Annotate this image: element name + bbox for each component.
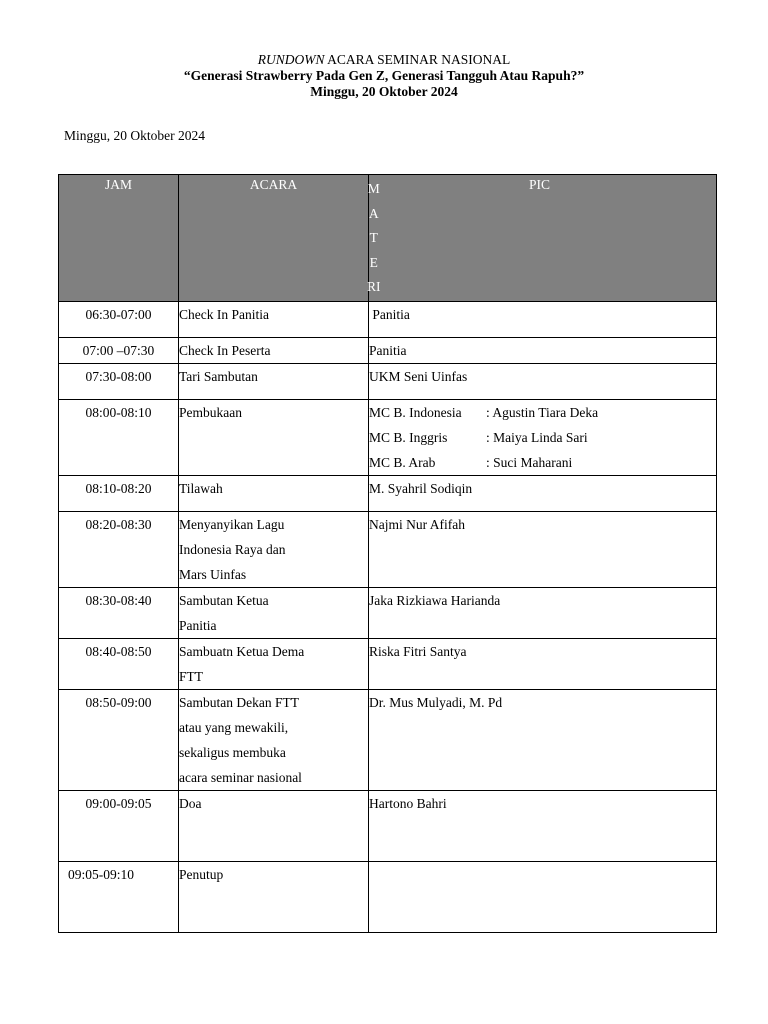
header-acara-label: ACARA — [249, 177, 298, 192]
table-row — [59, 639, 717, 690]
header-jam-label: JAM — [104, 177, 132, 192]
mc-line — [369, 400, 716, 425]
event-theme: “Generasi Strawberry Pada Gen Z, Generasi Tangguh Atau Rapuh?” — [183, 68, 585, 83]
row-pic: Najmi Nur Afifah — [369, 512, 717, 588]
table-row — [59, 400, 717, 476]
row-event-line: Panitia — [179, 618, 217, 633]
table-header-row — [59, 175, 717, 302]
row-event-line: acara seminar nasional — [179, 770, 302, 785]
header-materi-pic — [369, 175, 717, 302]
mc-name: : Suci Maharani — [486, 455, 573, 470]
row-event — [179, 364, 369, 400]
title-italic: RUNDOWN — [257, 52, 325, 67]
mc-line — [369, 450, 716, 475]
row-event — [179, 639, 369, 690]
row-event-line: Check In Panitia — [179, 307, 269, 322]
header-materi-letter: T — [369, 230, 378, 245]
row-event-line: sekaligus membuka — [179, 745, 286, 760]
row-event-line: Pembukaan — [179, 405, 242, 420]
row-time: 07:00 –07:30 — [59, 338, 179, 364]
row-event-line: Check In Peserta — [179, 343, 271, 358]
row-event-line: Sambuatn Ketua Dema — [179, 644, 305, 659]
row-event — [179, 476, 369, 512]
row-time: 08:10-08:20 — [59, 476, 179, 512]
table-row — [59, 476, 717, 512]
row-pic: Panitia — [369, 302, 717, 338]
header-materi-letter: M — [367, 181, 380, 196]
row-event-line: Sambutan Dekan FTT — [179, 695, 299, 710]
row-event — [179, 512, 369, 588]
row-pic: Hartono Bahri — [369, 791, 717, 862]
table-row — [59, 862, 717, 933]
row-event-line: Tilawah — [179, 481, 223, 496]
row-pic: Jaka Rizkiawa Harianda — [369, 588, 717, 639]
row-time: 08:40-08:50 — [59, 639, 179, 690]
event-date: Minggu, 20 Oktober 2024 — [310, 84, 458, 99]
title-rest: ACARA SEMINAR NASIONAL — [324, 52, 511, 67]
mc-role: MC B. Indonesia — [369, 405, 462, 420]
mc-line — [369, 425, 716, 450]
row-event — [179, 588, 369, 639]
header-materi-letter: E — [369, 254, 378, 270]
header-jam — [59, 175, 179, 302]
mc-role: MC B. Inggris — [369, 430, 448, 445]
row-event-line: Mars Uinfas — [179, 567, 247, 582]
table-row — [59, 302, 717, 338]
row-event — [179, 862, 369, 933]
document-header — [0, 52, 768, 100]
row-event-line: FTT — [179, 669, 204, 684]
row-event-line: Tari Sambutan — [179, 369, 258, 384]
row-time: 09:00-09:05 — [59, 791, 179, 862]
row-event — [179, 338, 369, 364]
table-row — [59, 338, 717, 364]
table-row — [59, 364, 717, 400]
row-pic: Panitia — [369, 338, 717, 364]
row-event — [179, 690, 369, 791]
row-pic: M. Syahril Sodiqin — [369, 476, 717, 512]
row-event-line: Sambutan Ketua — [179, 593, 269, 608]
row-pic: Dr. Mus Mulyadi, M. Pd — [369, 690, 717, 791]
mc-name: : Agustin Tiara Deka — [486, 405, 599, 420]
table-row — [59, 690, 717, 791]
row-event-line: atau yang mewakili, — [179, 720, 289, 735]
row-time: 08:00-08:10 — [59, 400, 179, 476]
document-title — [0, 52, 768, 68]
header-materi-letter: A — [368, 205, 379, 221]
row-pic: UKM Seni Uinfas — [369, 364, 717, 400]
header-pic-label: PIC — [529, 177, 551, 192]
header-materi-letter: RI — [367, 279, 381, 294]
table-row — [59, 588, 717, 639]
row-event-line: Penutup — [179, 867, 224, 882]
date-line: Minggu, 20 Oktober 2024 — [64, 128, 205, 143]
header-materi — [367, 177, 381, 300]
row-time: 07:30-08:00 — [59, 364, 179, 400]
mc-name: : Maiya Linda Sari — [486, 430, 588, 445]
row-pic-mc — [369, 400, 717, 476]
header-acara — [179, 175, 369, 302]
rundown-table — [58, 174, 717, 933]
row-time: 06:30-07:00 — [59, 302, 179, 338]
row-time: 08:30-08:40 — [59, 588, 179, 639]
row-time: 09:05-09:10 — [59, 862, 179, 933]
row-pic: Riska Fitri Santya — [369, 639, 717, 690]
row-event-line: Doa — [179, 796, 202, 811]
row-time: 08:50-09:00 — [59, 690, 179, 791]
row-event — [179, 791, 369, 862]
table-row — [59, 512, 717, 588]
row-time: 08:20-08:30 — [59, 512, 179, 588]
table-row — [59, 791, 717, 862]
row-event — [179, 302, 369, 338]
row-event-line: Menyanyikan Lagu — [179, 517, 285, 532]
row-event-line: Indonesia Raya dan — [179, 542, 286, 557]
mc-role: MC B. Arab — [369, 455, 436, 470]
row-event — [179, 400, 369, 476]
row-pic — [369, 862, 717, 933]
